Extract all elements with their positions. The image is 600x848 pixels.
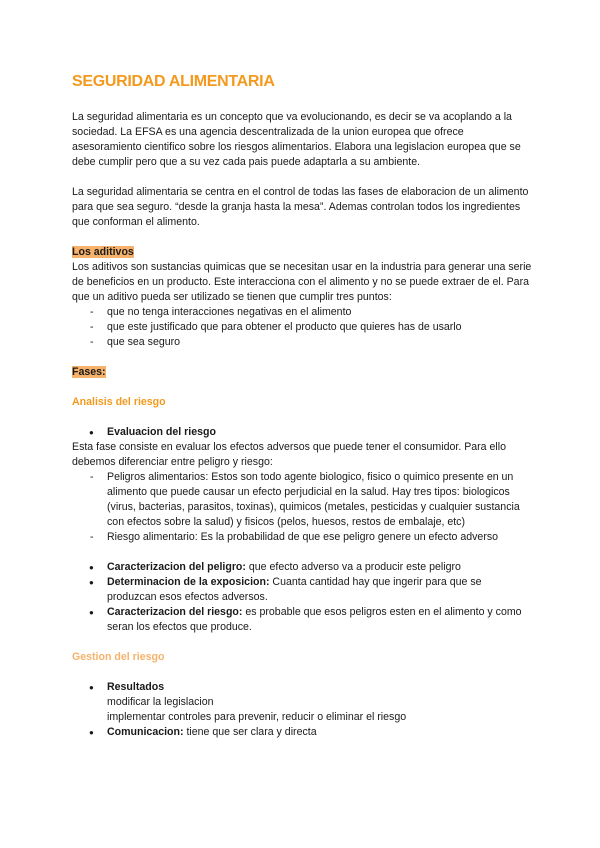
list-item: - que no tenga interacciones negativas en el alimento — [72, 305, 532, 320]
gestion-heading: Gestion del riesgo — [72, 651, 165, 663]
list-item — [72, 425, 532, 440]
list-item — [72, 725, 532, 740]
bullet-label: Caracterizacion del riesgo: — [107, 606, 243, 618]
list-item — [72, 605, 532, 635]
evaluacion-list — [72, 425, 532, 440]
aditivos-heading-line — [72, 245, 532, 260]
bullet-label: Caracterizacion del peligro: — [107, 561, 246, 573]
evaluacion-items — [72, 470, 532, 545]
bullet-text: es probable que esos peligros esten en el alimento y como seran los efectos que produce. — [107, 606, 522, 633]
fases-heading-line — [72, 365, 532, 380]
list-item: - que este justificado que para obtener el producto que quieres has de usarlo — [72, 320, 532, 335]
analisis-heading: Analisis del riesgo — [72, 396, 166, 408]
list-item: - Riesgo alimentario: Es la probabilidad de que ese peligro genere un efecto adverso — [72, 530, 532, 545]
document-page — [72, 72, 532, 740]
gestion-list — [72, 680, 532, 695]
list-item: - que sea seguro — [72, 335, 532, 350]
bullet-text: Cuanta cantidad hay que ingerir para que se produzcan esos efectos adversos. — [107, 576, 482, 603]
comunicacion-list — [72, 725, 532, 740]
resultados-line-1: modificar la legislacion — [107, 696, 214, 708]
intro-paragraph-2: La seguridad alimentaria se centra en el control de todas las fases de elaboracion de un alimento para que sea seguro. “desde la granja hasta la mesa”. Ademas controlan todos los ingredientes que conforman el alimento. — [72, 186, 529, 228]
document-title: SEGURIDAD ALIMENTARIA — [72, 73, 275, 90]
resultados-line-2: implementar controles para prevenir, reducir o eliminar el riesgo — [107, 711, 407, 723]
fases-heading: Fases: — [72, 366, 106, 378]
comunicacion-label: Comunicacion: — [107, 726, 184, 738]
evaluacion-text: Esta fase consiste en evaluar los efectos adversos que puede tener el consumidor. Para ello debemos diferenciar entre peligro y riesgo: — [72, 441, 507, 468]
caracterizacion-list — [72, 560, 532, 635]
aditivos-points — [72, 305, 532, 350]
list-item: - Peligros alimentarios: Estos son todo agente biologico, fisico o quimico presente en un alimento que puede causar un efecto perjudicial en la salud. Hay tres tipos: biologicos (virus, bacterias, parasitos, toxinas), quimicos (metales, pesticidas y cualquier sustancia con efectos sobre la salud) y fisicos (pelos, huesos, restos de embalaje, etc) — [72, 470, 532, 530]
list-item — [72, 560, 532, 575]
aditivos-text: Los aditivos son sustancias quimicas que se necesitan usar en la industria para generar una serie de beneficios en un producto. Este interacciona con el alimento y no se puede extraer de el. Para que un aditivo pueda ser utilizado se tienen que cumplir tres puntos: — [72, 261, 532, 303]
comunicacion-text: tiene que ser clara y directa — [183, 726, 317, 738]
list-item — [72, 575, 532, 605]
evaluacion-title: Evaluacion del riesgo — [107, 426, 216, 438]
list-item — [72, 680, 532, 695]
bullet-label: Determinacion de la exposicion: — [107, 576, 270, 588]
bullet-text: que efecto adverso va a producir este peligro — [245, 561, 461, 573]
aditivos-heading: Los aditivos — [72, 246, 134, 258]
intro-paragraph-1: La seguridad alimentaria es un concepto que va evolucionando, es decir se va acoplando a la sociedad. La EFSA es una agencia descentralizada de la union europea que ofrece asesoramiento cientifico sobre los riesgos alimentarios. Elabora una legislacion europea que se debe cumplir pero que a su vez cada pais puede adaptarla a su ambiente. — [72, 111, 521, 168]
resultados-label: Resultados — [107, 681, 165, 693]
